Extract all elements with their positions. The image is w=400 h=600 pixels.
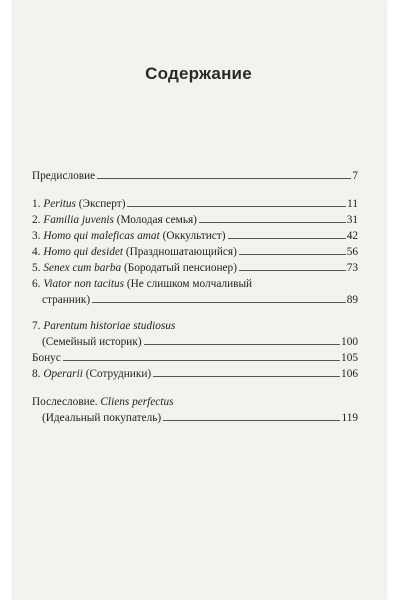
toc-page-number: 42 xyxy=(346,230,358,242)
toc-page-number: 11 xyxy=(347,198,358,210)
toc-entry-latin: Senex cum barba xyxy=(43,262,122,274)
toc-leader-line xyxy=(63,360,340,361)
page-title: Содержание xyxy=(145,64,252,83)
toc-entry-number: 8. xyxy=(32,368,41,380)
toc-leader-line xyxy=(127,206,346,207)
toc-entry-number: 1. xyxy=(32,198,41,210)
toc-page-number: 31 xyxy=(346,214,358,226)
toc-entry-russian: (Молодая семья) xyxy=(116,214,197,226)
toc-entry-label: Предисловие xyxy=(32,170,96,182)
toc-entry-2 xyxy=(32,212,358,228)
toc-entry-number: 3. xyxy=(32,230,41,242)
toc-entry-8 xyxy=(32,366,358,382)
toc-entry-latin: Operarii xyxy=(43,368,83,380)
toc-leader-line xyxy=(92,302,346,303)
toc-entry-6-line1 xyxy=(32,276,358,292)
toc-entry-afterword-line2 xyxy=(32,410,358,426)
toc-leader-line xyxy=(228,238,346,239)
toc-entry-russian: (Бородатый пенсионер) xyxy=(123,262,237,274)
toc-entry-label: Послесловие. xyxy=(32,396,98,408)
toc-leader-line xyxy=(153,376,340,377)
toc-leader-line xyxy=(144,344,340,345)
toc-leader-line xyxy=(97,178,351,179)
toc-entry-latin: Peritus xyxy=(43,198,76,210)
table-of-contents xyxy=(32,168,358,426)
toc-entry-7-line2 xyxy=(32,334,358,350)
toc-entry-russian: (Эксперт) xyxy=(78,198,126,210)
toc-entry-russian: (Оккультист) xyxy=(162,230,226,242)
toc-entry-5 xyxy=(32,260,358,276)
toc-entry-bonus xyxy=(32,350,358,366)
toc-page-number: 100 xyxy=(341,336,358,348)
toc-entry-russian-cont: странник) xyxy=(42,294,91,306)
toc-entry-russian-cont: (Семейный историк) xyxy=(42,336,142,348)
toc-entry-3 xyxy=(32,228,358,244)
toc-entry-number: 2. xyxy=(32,214,41,226)
toc-page-number: 89 xyxy=(346,294,358,306)
toc-entry-number: 4. xyxy=(32,246,41,258)
toc-entry-4 xyxy=(32,244,358,260)
toc-entry-russian: (Сотрудники) xyxy=(85,368,152,380)
toc-entry-1 xyxy=(32,196,358,212)
toc-page-number: 119 xyxy=(341,412,358,424)
toc-leader-line xyxy=(239,270,346,271)
toc-page-number: 73 xyxy=(346,262,358,274)
toc-entry-preface xyxy=(32,168,358,184)
toc-entry-latin: Homo qui desidet xyxy=(43,246,124,258)
toc-entry-afterword-line1 xyxy=(32,394,358,410)
toc-leader-line xyxy=(163,420,340,421)
toc-entry-latin: Viator non tacitus xyxy=(43,278,125,290)
toc-entry-number: 6. xyxy=(32,278,41,290)
book-page xyxy=(12,0,385,600)
toc-entry-6-line2 xyxy=(32,292,358,308)
toc-entry-latin: Parentum historiae studiosus xyxy=(43,320,176,332)
toc-entry-number: 7. xyxy=(32,320,41,332)
toc-entry-russian: (Праздношатающийся) xyxy=(125,246,237,258)
toc-entry-7-line1 xyxy=(32,318,358,334)
toc-leader-line xyxy=(239,254,346,255)
toc-entry-label: Бонус xyxy=(32,352,61,364)
toc-page-number: 56 xyxy=(346,246,358,258)
toc-entry-russian: (Не слишком молчаливый xyxy=(126,278,253,290)
toc-leader-line xyxy=(199,222,346,223)
toc-entry-latin: Homo qui maleficas amat xyxy=(43,230,160,242)
toc-entry-number: 5. xyxy=(32,262,41,274)
toc-page-number: 7 xyxy=(352,170,358,182)
toc-entry-latin: Cliens perfectus xyxy=(100,396,174,408)
toc-page-number: 106 xyxy=(341,368,358,380)
toc-page-number: 105 xyxy=(341,352,358,364)
toc-entry-russian-cont: (Идеальный покупатель) xyxy=(42,412,162,424)
toc-entry-latin: Familia juvenis xyxy=(43,214,114,226)
